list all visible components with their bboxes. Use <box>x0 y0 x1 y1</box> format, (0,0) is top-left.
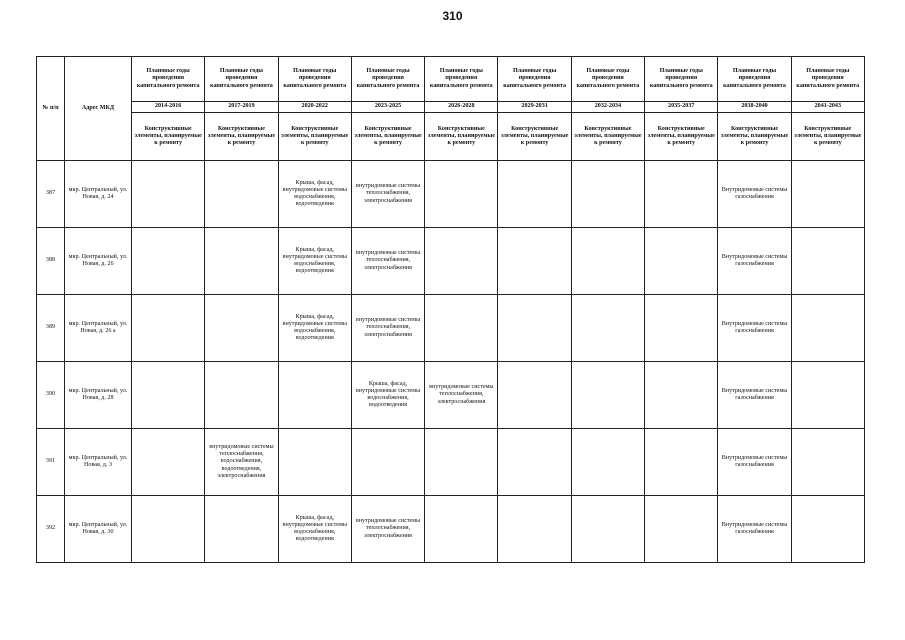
header-period-years: 2035-2037 <box>645 102 718 113</box>
header-period-elements: Конструктивные элементы, планируемые к ремонту <box>571 113 644 161</box>
row-period-cell <box>132 429 205 496</box>
row-period-cell <box>205 496 278 563</box>
row-period-cell: внутридомовые системы теплоснабжения, электроснабжения <box>351 228 424 295</box>
row-period-cell <box>791 429 864 496</box>
row-period-cell: Крыша, фасад, внутридомовые системы водоснабжения, водоотведения <box>278 228 351 295</box>
header-period-title: Плановые годы проведения капитального ремонта <box>571 57 644 102</box>
row-address: мкр. Центральный, ул. Новая, д. 30 <box>65 496 132 563</box>
table-row <box>37 228 865 295</box>
header-period-years: 2023-2025 <box>351 102 424 113</box>
row-period-cell <box>498 161 571 228</box>
row-period-cell <box>571 429 644 496</box>
row-period-cell <box>645 362 718 429</box>
row-period-cell <box>571 362 644 429</box>
row-period-cell <box>132 496 205 563</box>
header-period-title: Плановые годы проведения капитального ремонта <box>132 57 205 102</box>
header-period-years: 2041-2043 <box>791 102 864 113</box>
header-period-years: 2020-2022 <box>278 102 351 113</box>
row-period-cell <box>645 228 718 295</box>
header-period-title: Плановые годы проведения капитального ремонта <box>498 57 571 102</box>
row-period-cell <box>205 161 278 228</box>
row-address: мкр. Центральный, ул. Новая, д. 26 а <box>65 295 132 362</box>
row-period-cell: Крыша, фасад, внутридомовые системы водоснабжения, водоотведения <box>278 496 351 563</box>
header-number: № п/п <box>37 57 65 161</box>
row-address: мкр. Центральный, ул. Новая, д. 26 <box>65 228 132 295</box>
header-period-elements: Конструктивные элементы, планируемые к ремонту <box>205 113 278 161</box>
row-number: 387 <box>37 161 65 228</box>
header-period-elements: Конструктивные элементы, планируемые к ремонту <box>425 113 498 161</box>
header-period-title: Плановые годы проведения капитального ремонта <box>791 57 864 102</box>
row-period-cell <box>498 496 571 563</box>
header-period-years: 2032-2034 <box>571 102 644 113</box>
row-period-cell: внутридомовые системы теплоснабжения, электроснабжения <box>351 295 424 362</box>
row-period-cell <box>425 228 498 295</box>
row-period-cell: Внутридомовые системы газоснабжения <box>718 228 791 295</box>
row-period-cell <box>498 228 571 295</box>
row-number: 390 <box>37 362 65 429</box>
row-number: 389 <box>37 295 65 362</box>
row-period-cell <box>425 161 498 228</box>
row-period-cell <box>425 429 498 496</box>
header-period-years: 2017-2019 <box>205 102 278 113</box>
row-period-cell: внутридомовые системы теплоснабжения, водоснабжения, водоотведения, электроснабжения <box>205 429 278 496</box>
repair-schedule-table <box>36 56 865 563</box>
header-period-years: 2029-2031 <box>498 102 571 113</box>
row-period-cell <box>571 161 644 228</box>
row-period-cell <box>571 228 644 295</box>
row-address: мкр. Центральный, ул. Новая, д. 28 <box>65 362 132 429</box>
row-period-cell <box>498 362 571 429</box>
row-period-cell: Внутридомовые системы газоснабжения <box>718 496 791 563</box>
row-period-cell <box>645 496 718 563</box>
row-period-cell <box>132 362 205 429</box>
row-period-cell <box>498 429 571 496</box>
row-period-cell <box>351 429 424 496</box>
header-period-title: Плановые годы проведения капитального ремонта <box>278 57 351 102</box>
row-period-cell: Крыша, фасад, внутридомовые системы водоснабжения, водоотведения <box>278 295 351 362</box>
row-period-cell <box>791 161 864 228</box>
header-period-title: Плановые годы проведения капитального ремонта <box>645 57 718 102</box>
row-address: мкр. Центральный, ул. Новая, д. 3 <box>65 429 132 496</box>
page-number: 310 <box>442 9 463 23</box>
row-period-cell <box>425 295 498 362</box>
header-period-years: 2014-2016 <box>132 102 205 113</box>
row-period-cell <box>425 496 498 563</box>
row-period-cell <box>645 161 718 228</box>
table-row <box>37 295 865 362</box>
header-period-title: Плановые годы проведения капитального ремонта <box>425 57 498 102</box>
header-period-years: 2026-2028 <box>425 102 498 113</box>
table-row <box>37 429 865 496</box>
row-period-cell: Крыша, фасад, внутридомовые системы водоснабжения, водоотведения <box>278 161 351 228</box>
row-period-cell <box>278 362 351 429</box>
header-period-elements: Конструктивные элементы, планируемые к ремонту <box>132 113 205 161</box>
row-period-cell <box>205 228 278 295</box>
row-period-cell <box>791 228 864 295</box>
header-period-elements: Конструктивные элементы, планируемые к ремонту <box>645 113 718 161</box>
row-number: 391 <box>37 429 65 496</box>
row-period-cell: Внутридомовые системы газоснабжения <box>718 429 791 496</box>
row-period-cell: внутридомовые системы теплоснабжения, электроснабжения <box>351 496 424 563</box>
row-period-cell <box>205 362 278 429</box>
row-period-cell <box>571 295 644 362</box>
row-period-cell <box>205 295 278 362</box>
row-period-cell: Внутридомовые системы газоснабжения <box>718 362 791 429</box>
row-period-cell <box>132 228 205 295</box>
header-period-elements: Конструктивные элементы, планируемые к ремонту <box>351 113 424 161</box>
row-period-cell: Внутридомовые системы газоснабжения <box>718 295 791 362</box>
row-period-cell <box>571 496 644 563</box>
row-period-cell <box>645 429 718 496</box>
row-period-cell <box>791 362 864 429</box>
row-number: 388 <box>37 228 65 295</box>
header-period-title: Плановые годы проведения капитального ремонта <box>718 57 791 102</box>
table-row <box>37 496 865 563</box>
row-period-cell <box>791 496 864 563</box>
header-period-title: Плановые годы проведения капитального ремонта <box>351 57 424 102</box>
header-period-elements: Конструктивные элементы, планируемые к ремонту <box>791 113 864 161</box>
row-period-cell: внутридомовые системы теплоснабжения, электроснабжения <box>351 161 424 228</box>
header-period-years: 2038-2040 <box>718 102 791 113</box>
row-period-cell <box>278 429 351 496</box>
row-period-cell <box>498 295 571 362</box>
row-period-cell <box>132 295 205 362</box>
header-period-title: Плановые годы проведения капитального ремонта <box>205 57 278 102</box>
table-row <box>37 161 865 228</box>
row-period-cell <box>645 295 718 362</box>
row-period-cell <box>791 295 864 362</box>
row-period-cell <box>132 161 205 228</box>
table-row <box>37 362 865 429</box>
row-period-cell: Крыша, фасад, внутридомовые системы водоснабжения, водоотведения <box>351 362 424 429</box>
header-period-elements: Конструктивные элементы, планируемые к ремонту <box>718 113 791 161</box>
header-address: Адрес МКД <box>65 57 132 161</box>
row-period-cell: внутридомовые системы теплоснабжения, электроснабжения <box>425 362 498 429</box>
header-period-elements: Конструктивные элементы, планируемые к ремонту <box>278 113 351 161</box>
row-number: 392 <box>37 496 65 563</box>
row-address: мкр. Центральный, ул. Новая, д. 24 <box>65 161 132 228</box>
header-period-elements: Конструктивные элементы, планируемые к ремонту <box>498 113 571 161</box>
row-period-cell: Внутридомовые системы газоснабжения <box>718 161 791 228</box>
